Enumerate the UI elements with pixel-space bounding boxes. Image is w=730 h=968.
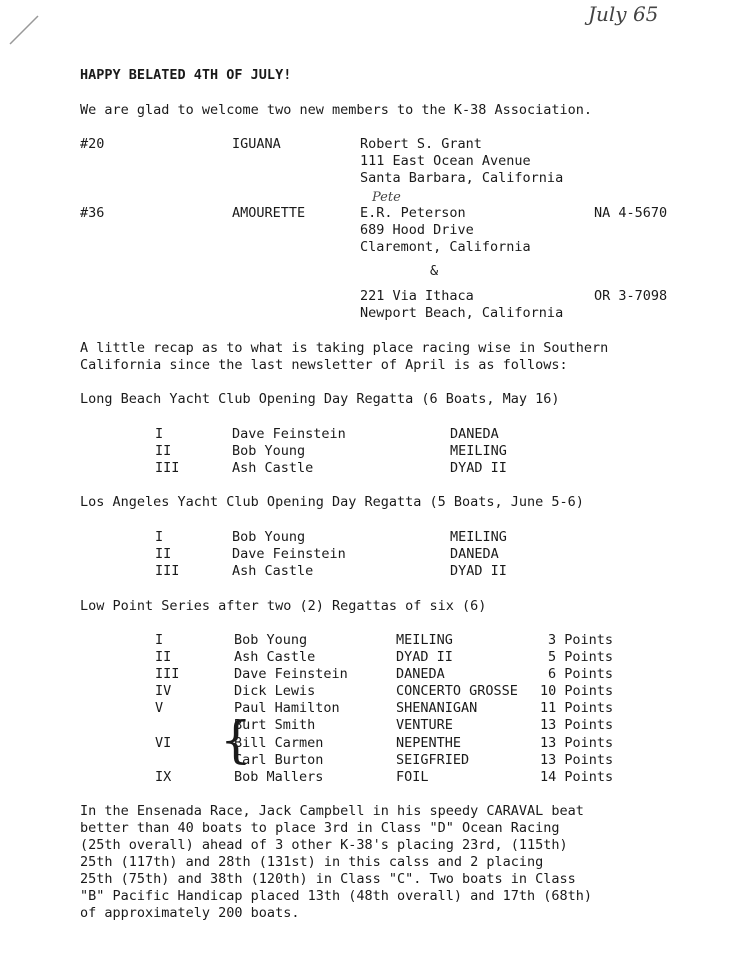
series-skipper: Bill Carmen: [234, 735, 324, 751]
series-points: 3 Points: [548, 632, 614, 648]
member-name: Robert S. Grant: [360, 136, 482, 152]
series-place: IV: [155, 683, 172, 699]
ensenada-line: of approximately 200 boats.: [80, 905, 300, 921]
result-place: II: [155, 546, 172, 562]
alt-address-phone: OR 3-7098: [594, 288, 668, 304]
series-boat: DYAD II: [396, 649, 453, 665]
series-skipper: Dave Feinstein: [234, 666, 348, 682]
ampersand: &: [430, 263, 439, 279]
series-points: 11 Points: [540, 700, 614, 716]
series-points: 10 Points: [540, 683, 614, 699]
series-boat: MEILING: [396, 632, 453, 648]
ensenada-line: "B" Pacific Handicap placed 13th (48th overall) and 17th (68th): [80, 888, 593, 904]
member-address-line1: 689 Hood Drive: [360, 222, 474, 238]
ensenada-line: (25th overall) ahead of 3 other K-38's placing 23rd, (115th): [80, 837, 568, 853]
series-boat: FOIL: [396, 769, 429, 785]
result-skipper: Bob Young: [232, 443, 306, 459]
alt-address-line2: Newport Beach, California: [360, 305, 564, 321]
result-boat: DANEDA: [450, 546, 499, 562]
series-points: 6 Points: [548, 666, 614, 682]
ensenada-line: 25th (75th) and 38th (120th) in Class "C". Two boats in Class: [80, 871, 576, 887]
tie-brace: {: [220, 711, 252, 769]
regatta-title: Long Beach Yacht Club Opening Day Regatta (6 Boats, May 16): [80, 391, 560, 407]
series-skipper: Bob Young: [234, 632, 308, 648]
handwritten-date-note: July 65: [588, 2, 659, 26]
series-skipper: Carl Burton: [234, 752, 324, 768]
result-place: III: [155, 460, 180, 476]
corner-pen-mark: [4, 10, 44, 50]
ensenada-line: 25th (117th) and 28th (131st) in this calss and 2 placing: [80, 854, 544, 870]
result-skipper: Ash Castle: [232, 460, 314, 476]
member-boat: IGUANA: [232, 136, 281, 152]
series-boat: SEIGFRIED: [396, 752, 470, 768]
ensenada-line: In the Ensenada Race, Jack Campbell in his speedy CARAVAL beat: [80, 803, 584, 819]
series-skipper: Burt Smith: [234, 717, 316, 733]
result-place: I: [155, 529, 164, 545]
member-number: #36: [80, 205, 105, 221]
regatta-title: Los Angeles Yacht Club Opening Day Regatta (5 Boats, June 5-6): [80, 494, 584, 510]
alt-address-line1: 221 Via Ithaca: [360, 288, 474, 304]
member-number: #20: [80, 136, 105, 152]
recap-line: A little recap as to what is taking place racing wise in Southern: [80, 340, 609, 356]
result-boat: MEILING: [450, 443, 507, 459]
series-points: 5 Points: [548, 649, 614, 665]
series-skipper: Ash Castle: [234, 649, 316, 665]
series-place: VI: [155, 735, 172, 751]
series-points: 13 Points: [540, 735, 614, 751]
greeting-heading: HAPPY BELATED 4TH OF JULY!: [80, 67, 292, 83]
series-skipper: Paul Hamilton: [234, 700, 340, 716]
result-skipper: Ash Castle: [232, 563, 314, 579]
series-boat: CONCERTO GROSSE: [396, 683, 518, 699]
result-boat: MEILING: [450, 529, 507, 545]
result-boat: DANEDA: [450, 426, 499, 442]
member-address-line2: Claremont, California: [360, 239, 531, 255]
result-place: I: [155, 426, 164, 442]
member-phone: NA 4-5670: [594, 205, 668, 221]
welcome-line: We are glad to welcome two new members to the K-38 Association.: [80, 102, 593, 118]
series-boat: DANEDA: [396, 666, 445, 682]
result-skipper: Bob Young: [232, 529, 306, 545]
series-skipper: Dick Lewis: [234, 683, 316, 699]
result-skipper: Dave Feinstein: [232, 426, 346, 442]
series-place: V: [155, 700, 164, 716]
series-boat: VENTURE: [396, 717, 453, 733]
series-points: 14 Points: [540, 769, 614, 785]
member-address-line1: 111 East Ocean Avenue: [360, 153, 531, 169]
member-boat: AMOURETTE: [232, 205, 306, 221]
series-boat: SHENANIGAN: [396, 700, 478, 716]
series-boat: NEPENTHE: [396, 735, 462, 751]
member-name: E.R. Peterson: [360, 205, 466, 221]
recap-line: California since the last newsletter of April is as follows:: [80, 357, 568, 373]
result-boat: DYAD II: [450, 460, 507, 476]
series-points: 13 Points: [540, 752, 614, 768]
result-boat: DYAD II: [450, 563, 507, 579]
handwritten-pete-note: Pete: [372, 190, 401, 205]
result-place: III: [155, 563, 180, 579]
result-place: II: [155, 443, 172, 459]
series-points: 13 Points: [540, 717, 614, 733]
result-skipper: Dave Feinstein: [232, 546, 346, 562]
series-place: III: [155, 666, 180, 682]
member-address-line2: Santa Barbara, California: [360, 170, 564, 186]
ensenada-line: better than 40 boats to place 3rd in Class "D" Ocean Racing: [80, 820, 560, 836]
series-place: II: [155, 649, 172, 665]
series-title: Low Point Series after two (2) Regattas of six (6): [80, 598, 487, 614]
series-place: IX: [155, 769, 172, 785]
series-skipper: Bob Mallers: [234, 769, 324, 785]
series-place: I: [155, 632, 164, 648]
